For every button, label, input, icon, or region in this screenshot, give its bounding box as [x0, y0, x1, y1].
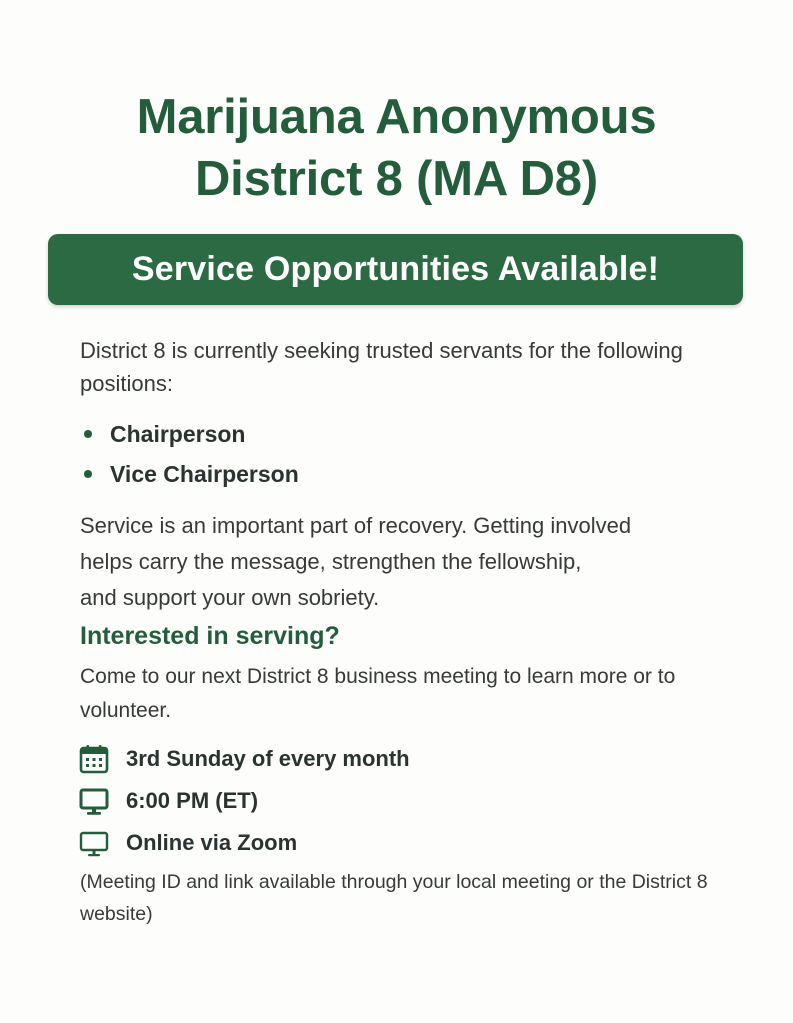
title-line-1: Marijuana Anonymous [136, 90, 657, 144]
calendar-icon [78, 742, 112, 776]
title-line-2: District 8 (MA D8) [195, 152, 598, 206]
detail-text-schedule: 3rd Sunday of every month [126, 746, 410, 771]
service-banner [48, 234, 743, 305]
detail-text-time: 6:00 PM (ET) [126, 788, 259, 813]
detail-text-location: Online via Zoom [126, 830, 298, 855]
service-line-1: Service is an important part of recovery. Getting involved [80, 513, 632, 538]
interest-heading: Interested in serving? [80, 622, 340, 650]
service-paragraph [80, 508, 760, 616]
invite-paragraph: Come to our next District 8 business meeting to learn more or to volunteer. [80, 665, 676, 722]
intro-paragraph: District 8 is currently seeking trusted servants for the following positions: [80, 338, 683, 396]
flyer-title [0, 86, 793, 210]
position-label: Vice Chairperson [110, 461, 299, 487]
monitor-icon [78, 784, 112, 818]
detail-item-time [78, 780, 410, 822]
service-line-3: and support your own sobriety. [80, 585, 380, 610]
detail-item-schedule [78, 738, 410, 780]
detail-item-location [78, 822, 410, 864]
position-label: Chairperson [110, 421, 246, 447]
position-item-vice-chairperson [80, 454, 299, 494]
position-item-chairperson [80, 414, 299, 454]
meeting-details-list [78, 738, 410, 864]
computer-icon [78, 826, 112, 860]
service-line-2: helps carry the message, strengthen the fellowship, [80, 549, 582, 574]
bullet-icon [84, 470, 92, 478]
positions-list [80, 414, 299, 494]
meeting-id-note: (Meeting ID and link available through your local meeting or the District 8 website) [80, 871, 708, 925]
bullet-icon [84, 430, 92, 438]
banner-text: Service Opportunities Available! [131, 250, 660, 288]
